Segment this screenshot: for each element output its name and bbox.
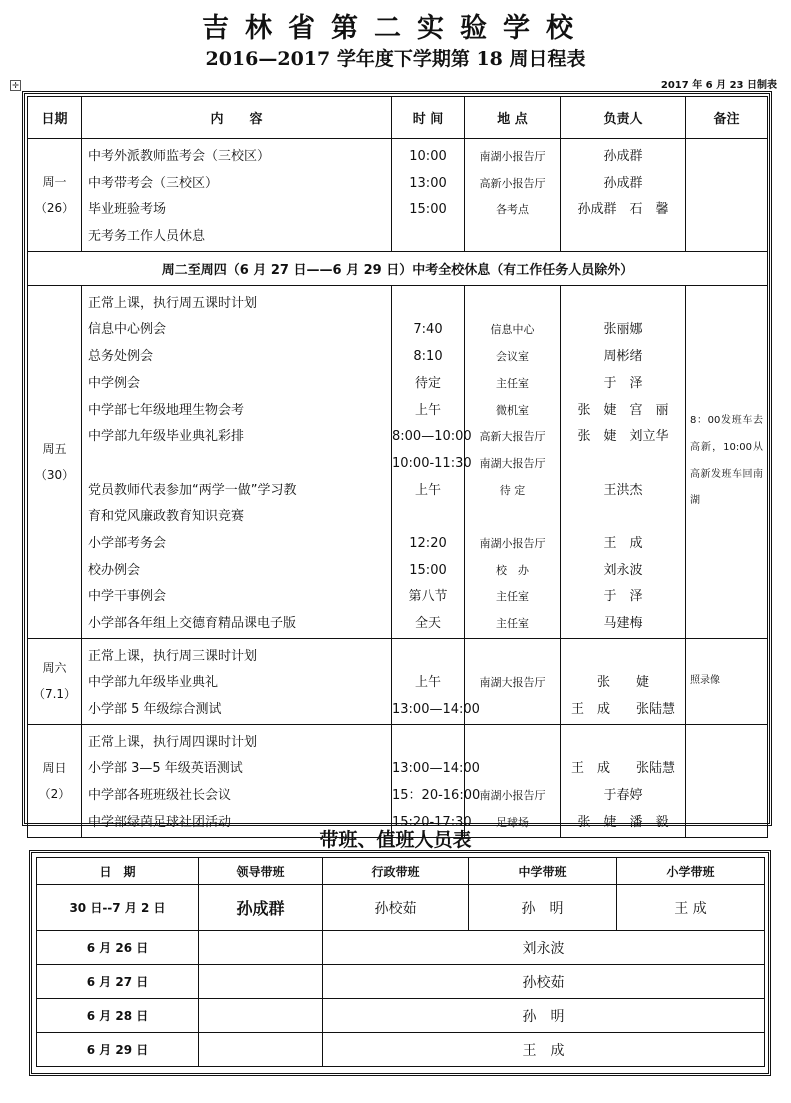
- cell-line: 正常上课，执行周五课时计划: [88, 295, 258, 311]
- cell-line: 正常上课，执行周三课时计划: [88, 648, 258, 664]
- cell-line: [82, 451, 391, 478]
- cell-line: 8:00—10:00: [392, 429, 472, 445]
- cell-line: 王 成 张陆慧: [570, 702, 675, 718]
- cell-line: 中学例会: [88, 375, 141, 391]
- cell-line: 信息中心例会: [88, 322, 167, 338]
- cell-line: 信息中心: [490, 323, 535, 337]
- cell-line: 孙成群: [603, 149, 643, 164]
- cell-line: 主任室: [496, 590, 529, 604]
- header-row: [28, 97, 768, 139]
- cell-line: [392, 291, 464, 318]
- cell-line: 张 婕 宫 丽: [577, 402, 669, 418]
- cell-line: 张 婕 刘立华: [577, 429, 669, 445]
- cell-line: 第八节: [408, 589, 448, 605]
- cell-line: 足球场: [496, 815, 529, 829]
- cell-line: 小学部 3—5 年级英语测试: [88, 761, 243, 777]
- cell-line: 于 泽: [603, 589, 643, 605]
- cell-line: 周彬绪: [603, 349, 643, 365]
- duty-col-leader: 领导带班: [199, 858, 323, 885]
- cell-line: 中学部九年级毕业典礼: [88, 675, 219, 691]
- midweek-banner: 周二至周四（6 月 27 日——6 月 29 日）中考全校休息（有工作任务人员除外）: [28, 251, 768, 285]
- duty-day-person: 王 成: [323, 1033, 765, 1067]
- col-content: 内 容: [82, 97, 392, 139]
- duty-day-row: [37, 1033, 765, 1067]
- cell-line: 毕业班验考场: [88, 202, 167, 218]
- cell-line: 孙成群 石 馨: [577, 202, 669, 218]
- cell-line: 校办例会: [88, 562, 141, 578]
- saturday-day: 周六 （7.1）: [28, 638, 82, 724]
- cell-line: 南湖大报告厅: [479, 456, 546, 470]
- cell-line: 刘永波: [603, 562, 643, 578]
- cell-line: [392, 644, 464, 671]
- cell-line: [561, 291, 685, 318]
- cell-line: 各考点: [496, 203, 529, 217]
- cell-line: 小学部考务会: [88, 535, 167, 551]
- cell-line: 15:20-17:30: [392, 814, 472, 830]
- duty-header-row: [37, 858, 765, 885]
- duty-week-admin: 孙校茹: [323, 885, 469, 931]
- cell-line: 正常上课，执行周四课时计划: [88, 734, 258, 750]
- cell-line: 中学部绿茵足球社团活动: [88, 814, 232, 830]
- cell-line: 主任室: [496, 617, 529, 630]
- duty-day-date: 6 月 27 日: [37, 965, 199, 999]
- cell-line: 张 婕 潘 毅: [577, 814, 669, 830]
- duty-col-primary: 小学带班: [617, 858, 765, 885]
- duty-week-leader: 孙成群: [199, 885, 323, 931]
- cell-line: 张丽娜: [603, 322, 643, 338]
- cell-line: [392, 730, 464, 757]
- duty-col-middle: 中学带班: [469, 858, 617, 885]
- schedule-title: 2016—2017 学年度下学期第 18 周日程表: [205, 48, 586, 70]
- cell-line: 南湖小报告厅: [479, 789, 546, 803]
- cell-line: 中学干事例会: [88, 589, 167, 605]
- cell-line: 小学部各年组上交德育精品课电子版: [88, 616, 297, 631]
- duty-day-row: [37, 931, 765, 965]
- schedule-table: [27, 96, 768, 838]
- cell-line: 高新大报告厅: [479, 430, 546, 444]
- friday-row: [28, 285, 768, 638]
- cell-line: [561, 451, 685, 478]
- col-person: 负责人: [561, 97, 686, 139]
- cell-line: 待定: [414, 375, 441, 391]
- cell-line: 中考外派教师监考会（三校区）: [88, 149, 271, 164]
- cell-line: 8:10: [413, 349, 443, 365]
- duty-week-primary: 王 成: [617, 885, 765, 931]
- cell-line: [561, 730, 685, 757]
- duty-day-row: [37, 999, 765, 1033]
- cell-line: 总务处例会: [88, 349, 154, 365]
- cell-line: 上午: [414, 482, 441, 498]
- cell-line: [465, 291, 560, 318]
- cell-line: 主任室: [496, 376, 529, 390]
- col-date: 日期: [28, 97, 82, 139]
- cell-line: 马建梅: [603, 616, 643, 631]
- cell-line: 7:40: [413, 322, 443, 338]
- cell-line: 待 定: [499, 483, 526, 497]
- cell-line: 王洪杰: [603, 482, 643, 498]
- table-move-handle-icon[interactable]: ✛: [10, 80, 21, 91]
- cell-line: [465, 756, 560, 783]
- duty-day-date: 6 月 28 日: [37, 999, 199, 1033]
- cell-line: 中学部九年级毕业典礼彩排: [88, 429, 245, 445]
- col-note: 备注: [686, 97, 768, 139]
- sunday-row: [28, 724, 768, 837]
- date-made: 2017 年 6 月 23 日制表: [660, 80, 777, 91]
- cell-line: 10:00-11:30: [392, 455, 472, 471]
- cell-line: [561, 504, 685, 531]
- cell-line: 于春婷: [603, 788, 643, 804]
- monday-day: 周一 （26）: [28, 139, 82, 252]
- cell-line: 王 成 张陆慧: [570, 761, 675, 777]
- cell-line: 小学部 5 年级综合测试: [88, 702, 222, 718]
- duty-day-person: 孙 明: [323, 999, 765, 1033]
- duty-week-middle: 孙 明: [469, 885, 617, 931]
- cell-line: [465, 644, 560, 671]
- cell-line: 12:20: [409, 535, 447, 551]
- cell-line: 15:00: [409, 202, 447, 218]
- cell-line: 13:00—14:00: [392, 761, 480, 777]
- cell-line: 育和党风廉政教育知识竞赛: [88, 509, 245, 525]
- sunday-day: 周日 （2）: [28, 724, 82, 837]
- col-time: 时 间: [392, 97, 465, 139]
- duty-table: [36, 857, 765, 1067]
- cell-line: 王 成: [603, 535, 643, 551]
- duty-day-person: 孙校茹: [323, 965, 765, 999]
- cell-line: 13:00—14:00: [392, 702, 480, 718]
- duty-col-date: 日 期: [37, 858, 199, 885]
- cell-line: 张 婕: [596, 675, 649, 691]
- cell-line: 13:00: [409, 175, 447, 191]
- cell-line: 微机室: [496, 403, 529, 417]
- cell-line: [465, 730, 560, 757]
- duty-col-admin: 行政带班: [323, 858, 469, 885]
- cell-line: 15:00: [409, 562, 447, 578]
- cell-line: [561, 644, 685, 671]
- cell-line: 于 泽: [603, 375, 643, 391]
- cell-line: 15：20-16:00: [392, 788, 481, 804]
- duty-day-date: 6 月 29 日: [37, 1033, 199, 1067]
- duty-week-date: 30 日--7 月 2 日: [37, 885, 199, 931]
- school-name: 吉林省第二实验学校: [202, 13, 589, 44]
- cell-line: 10:00: [409, 149, 447, 164]
- cell-line: [465, 504, 560, 531]
- banner-row: [28, 251, 768, 285]
- friday-note: 8：00发班车去高新，10:00从高新发班车回南湖: [686, 285, 768, 638]
- cell-line: 上午: [414, 402, 441, 418]
- cell-line: 党员教师代表参加“两学一做”学习教: [88, 482, 297, 498]
- cell-line: 南湖大报告厅: [479, 676, 546, 690]
- cell-line: [392, 224, 464, 251]
- saturday-note: 照录像: [686, 638, 768, 724]
- duty-week-row: [37, 885, 765, 931]
- col-place: 地 点: [465, 97, 561, 139]
- cell-line: 上午: [414, 675, 441, 691]
- duty-day-row: [37, 965, 765, 999]
- duty-day-person: 刘永波: [323, 931, 765, 965]
- cell-line: [561, 224, 685, 251]
- monday-row: [28, 139, 768, 252]
- cell-line: 南湖小报告厅: [479, 536, 546, 550]
- cell-line: 高新小报告厅: [479, 176, 546, 190]
- friday-day: 周五 （30）: [28, 285, 82, 638]
- cell-line: 孙成群: [603, 175, 643, 191]
- cell-line: [465, 224, 560, 251]
- cell-line: 会议室: [496, 350, 529, 364]
- cell-line: 中学部各班班级社长会议: [88, 788, 232, 804]
- cell-line: 中考带考会（三校区）: [88, 175, 219, 191]
- cell-line: 南湖小报告厅: [479, 150, 546, 163]
- cell-line: [465, 697, 560, 724]
- cell-line: 中学部七年级地理生物会考: [88, 402, 245, 418]
- cell-line: 无考务工作人员休息: [88, 229, 206, 245]
- cell-line: 校 办: [496, 563, 529, 577]
- cell-line: 全天: [414, 616, 441, 631]
- cell-line: [392, 504, 464, 531]
- duty-title: 带班、值班人员表: [319, 829, 472, 851]
- saturday-row: [28, 638, 768, 724]
- duty-day-date: 6 月 26 日: [37, 931, 199, 965]
